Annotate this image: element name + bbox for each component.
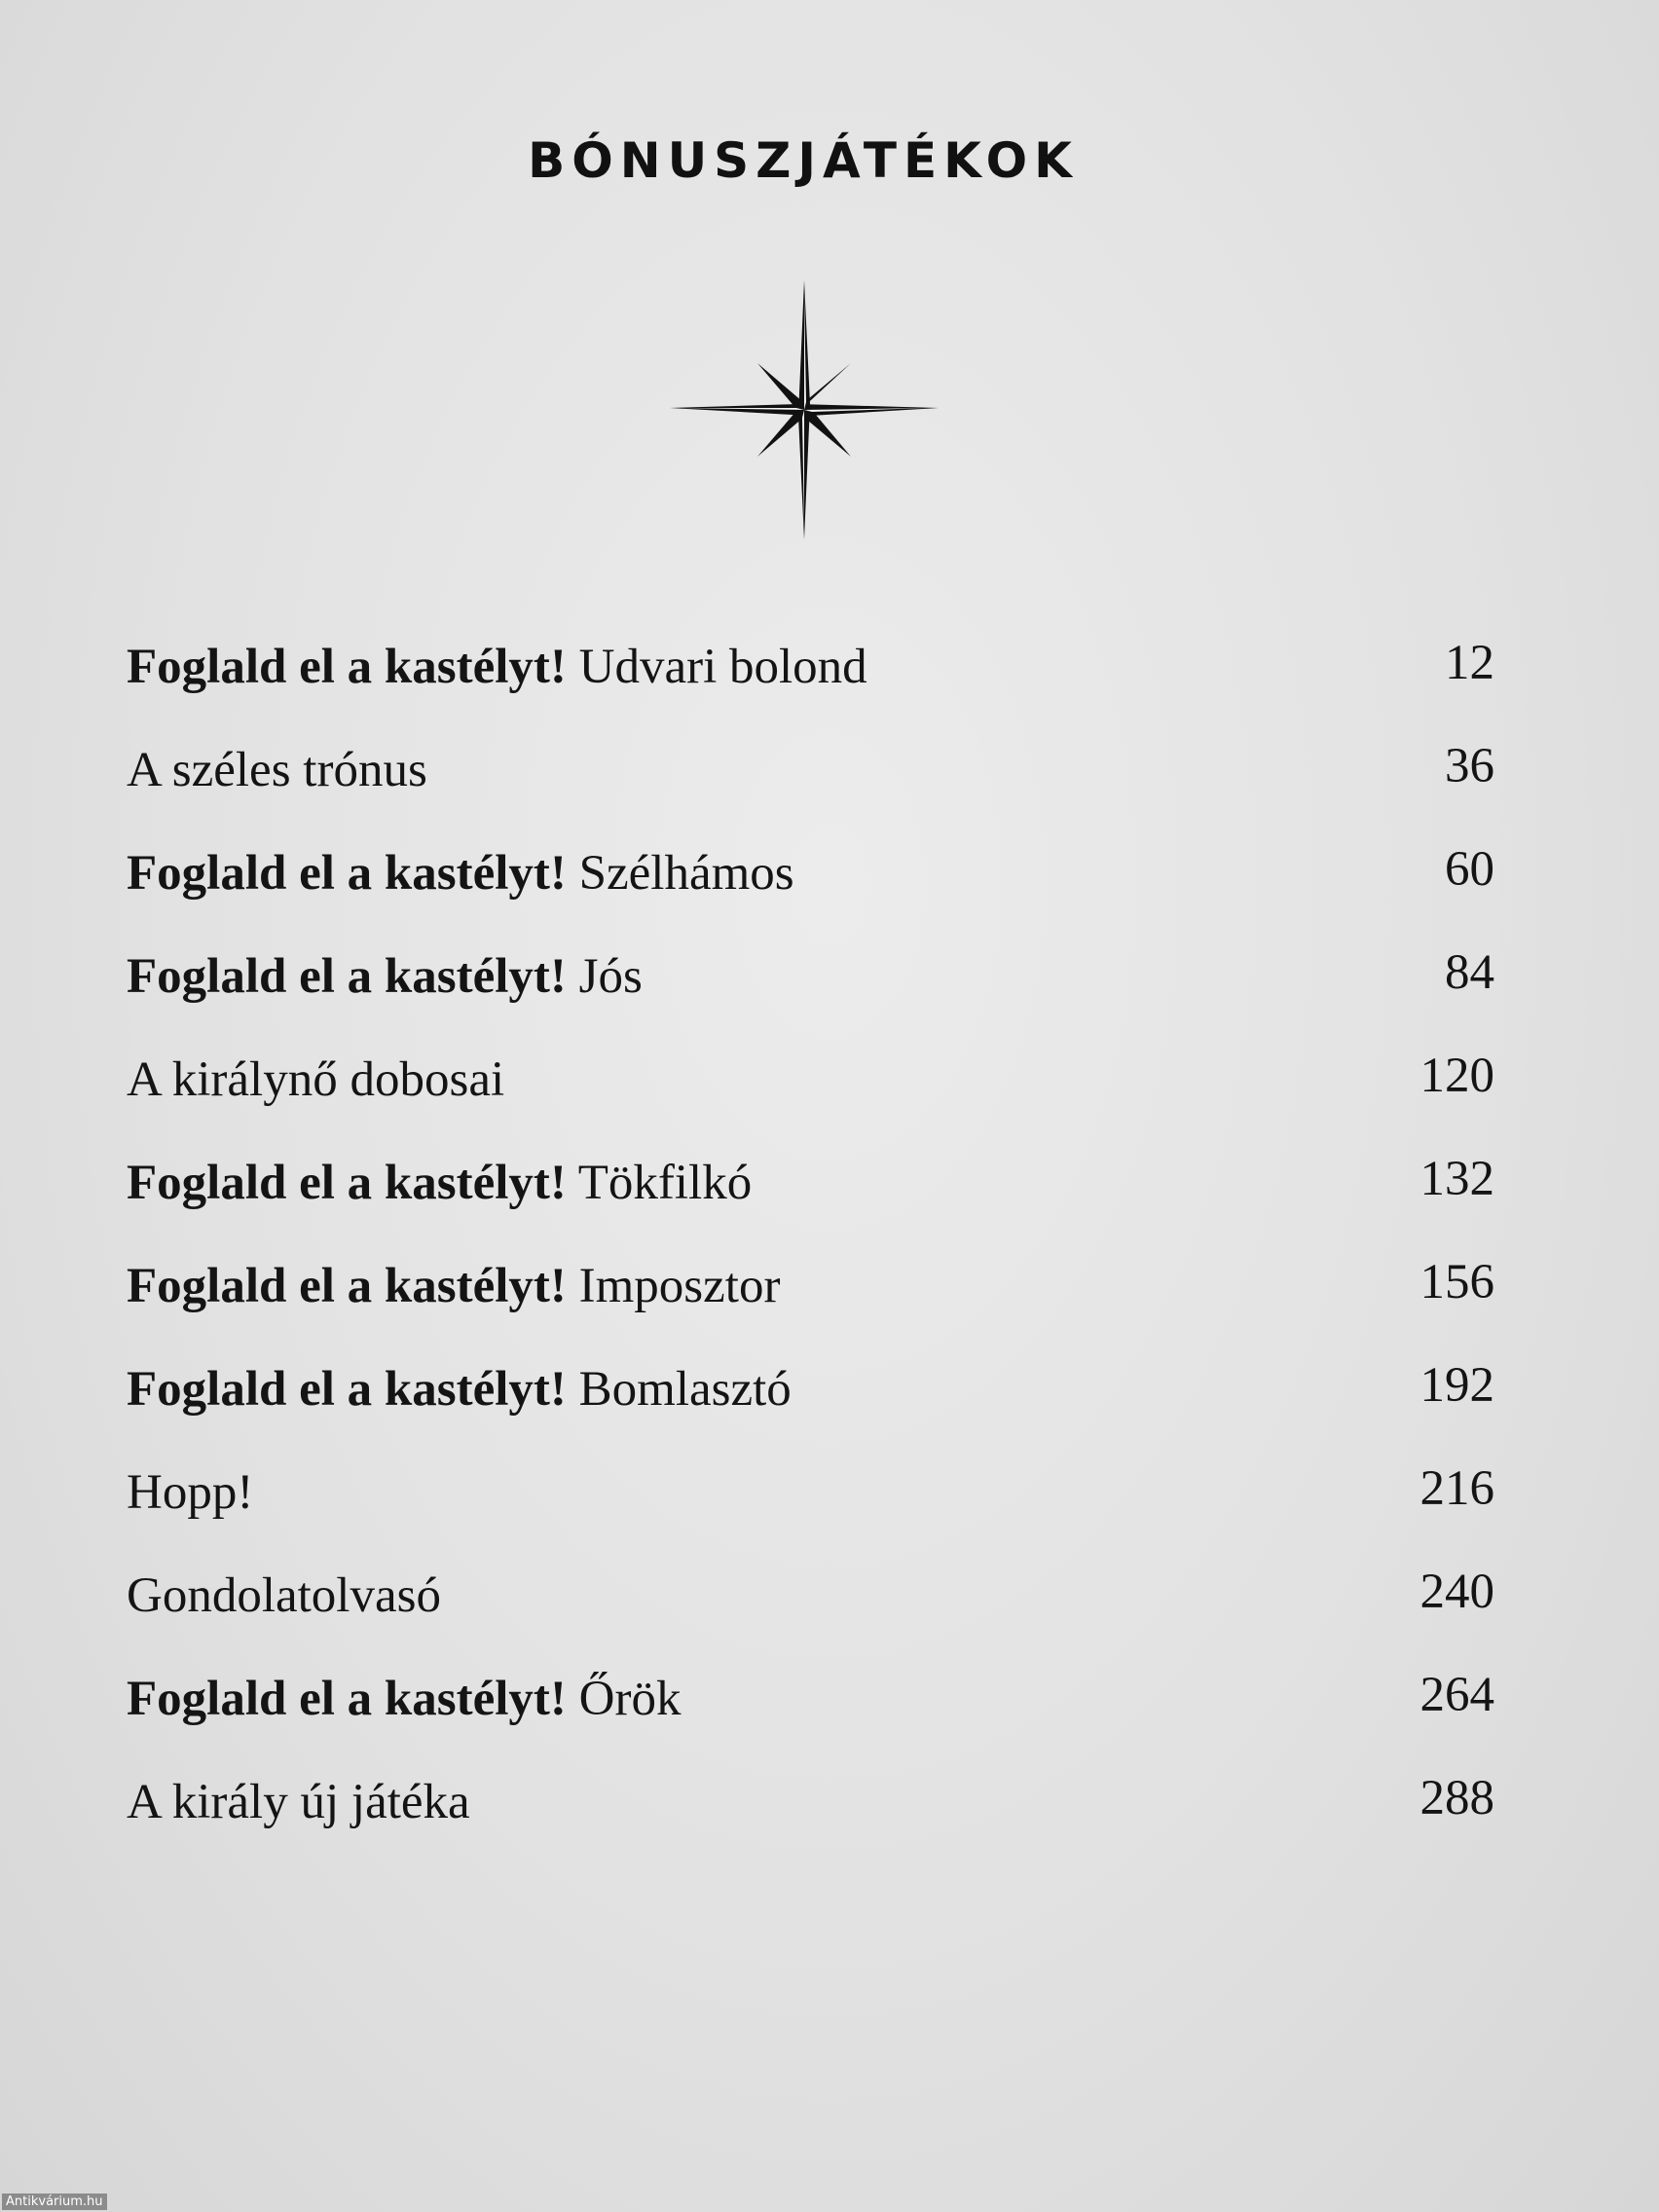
toc-entry[interactable] [127, 1655, 1494, 1758]
toc-entry-page-number: 288 [1419, 1771, 1494, 1825]
toc-entry-page-number: 60 [1445, 842, 1494, 897]
watermark: Antikvárium.hu [2, 2194, 107, 2210]
toc-entry-page-number: 264 [1419, 1668, 1494, 1722]
toc-entry[interactable] [127, 1242, 1494, 1346]
toc-entry-title [127, 1346, 792, 1433]
toc-entry-title [127, 1449, 253, 1536]
toc-entry-page-number: 12 [1445, 636, 1494, 690]
toc-entry-title [127, 623, 867, 711]
toc-entry-name: Imposztor [566, 1259, 781, 1313]
toc-entry[interactable] [127, 1758, 1494, 1862]
toc-entry-name: A király új játéka [127, 1775, 470, 1829]
toc-entry[interactable] [127, 726, 1494, 830]
toc-entry-title [127, 1552, 441, 1640]
toc-entry-series-label: Foglald el a kastélyt! [127, 949, 567, 1004]
toc-entry-series-label: Foglald el a kastélyt! [127, 1259, 567, 1313]
toc-entry-title [127, 1139, 752, 1227]
toc-entry-series-label: Foglald el a kastélyt! [127, 1156, 567, 1210]
toc-entry-title [127, 1036, 504, 1124]
toc-entry-page-number: 84 [1445, 945, 1494, 1000]
toc-entry-page-number: 120 [1419, 1049, 1494, 1103]
toc-entry[interactable] [127, 1139, 1494, 1242]
toc-entry[interactable] [127, 830, 1494, 933]
toc-entry[interactable] [127, 1036, 1494, 1139]
toc-entry-title [127, 726, 427, 814]
toc-entry-series-label: Foglald el a kastélyt! [127, 640, 567, 694]
toc-entry-series-label: Foglald el a kastélyt! [127, 846, 567, 901]
toc-entry-title [127, 1242, 780, 1330]
toc-entry-page-number: 192 [1419, 1358, 1494, 1413]
toc-entry[interactable] [127, 933, 1494, 1036]
toc-entry-name: Őrök [566, 1672, 682, 1726]
page-heading: BÓNUSZJÁTÉKOK [528, 132, 1079, 189]
compass-star-icon [668, 278, 940, 541]
toc-entry-name: Szélhámos [566, 846, 794, 901]
toc-entry-title [127, 933, 643, 1020]
toc-entry-page-number: 216 [1419, 1461, 1494, 1516]
toc-entry-name: Gondolatolvasó [127, 1568, 441, 1623]
toc-entry-name: A széles trónus [127, 743, 427, 797]
toc-entry-title [127, 1758, 470, 1846]
toc-entry-name: A királynő dobosai [127, 1052, 505, 1107]
toc-entry[interactable] [127, 1449, 1494, 1552]
toc-entry-title [127, 830, 794, 917]
toc-entry-name: Tökfilkó [566, 1156, 753, 1210]
toc-entry-name: Hopp! [127, 1465, 254, 1520]
toc-entry-name: Jós [566, 949, 643, 1004]
toc-entry-series-label: Foglald el a kastélyt! [127, 1362, 567, 1417]
toc-entry-name: Udvari bolond [566, 640, 867, 694]
toc-entry-title [127, 1655, 681, 1743]
toc-entry-name: Bomlasztó [566, 1362, 792, 1417]
toc-entry[interactable] [127, 623, 1494, 726]
toc-entry-page-number: 132 [1419, 1152, 1494, 1206]
table-of-contents [127, 623, 1494, 1862]
toc-entry[interactable] [127, 1552, 1494, 1655]
toc-entry-page-number: 240 [1419, 1565, 1494, 1619]
toc-entry-page-number: 36 [1445, 739, 1494, 793]
toc-entry[interactable] [127, 1346, 1494, 1449]
toc-entry-series-label: Foglald el a kastélyt! [127, 1672, 567, 1726]
toc-entry-page-number: 156 [1419, 1255, 1494, 1309]
